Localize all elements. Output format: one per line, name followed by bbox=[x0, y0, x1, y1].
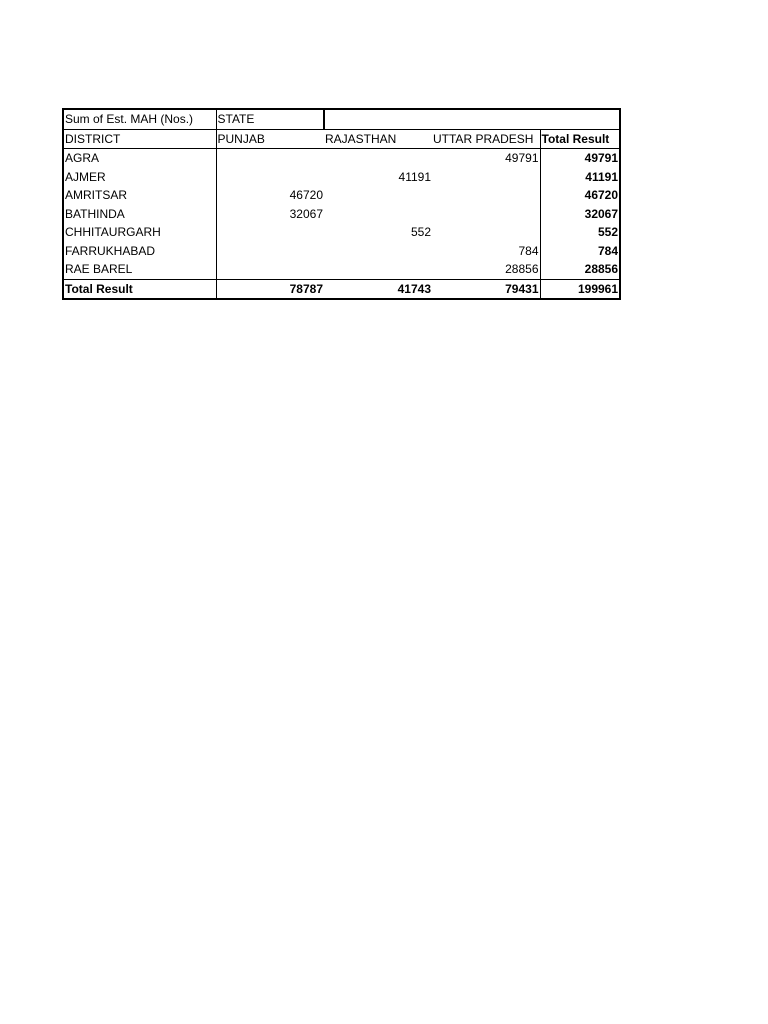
table-row bbox=[63, 260, 620, 279]
table-row bbox=[63, 205, 620, 224]
row-total-cell[interactable]: 46720 bbox=[540, 186, 620, 205]
district-cell[interactable]: FARRUKHABAD bbox=[63, 242, 216, 261]
row-total-cell[interactable]: 41191 bbox=[540, 168, 620, 187]
table-row bbox=[63, 223, 620, 242]
value-cell[interactable]: 784 bbox=[518, 243, 539, 258]
district-cell[interactable]: AJMER bbox=[63, 168, 216, 187]
value-cell[interactable] bbox=[324, 186, 432, 205]
pivot-table-area bbox=[62, 108, 619, 300]
value-cell[interactable] bbox=[324, 149, 432, 168]
value-cell[interactable] bbox=[216, 168, 324, 187]
value-cell[interactable] bbox=[324, 242, 432, 261]
district-cell[interactable]: AGRA bbox=[63, 149, 216, 168]
grand-total-value-punjab[interactable]: 78787 bbox=[216, 279, 324, 299]
value-cell[interactable] bbox=[432, 223, 540, 242]
value-cell[interactable]: 28856 bbox=[505, 262, 539, 277]
pivot-header-row-2 bbox=[63, 129, 620, 149]
column-header-punjab[interactable]: PUNJAB bbox=[216, 129, 324, 149]
value-cell[interactable] bbox=[324, 260, 432, 279]
column-header-uttar-pradesh[interactable]: UTTAR PRADESH bbox=[432, 129, 540, 149]
district-cell[interactable]: CHHITAURGARH bbox=[63, 223, 216, 242]
row-total-cell[interactable]: 552 bbox=[540, 223, 620, 242]
district-cell[interactable]: AMRITSAR bbox=[63, 186, 216, 205]
value-cell[interactable] bbox=[432, 168, 540, 187]
grand-total-label[interactable]: Total Result bbox=[63, 279, 216, 299]
table-row bbox=[63, 168, 620, 187]
value-cell[interactable] bbox=[216, 242, 324, 261]
value-cell[interactable]: 32067 bbox=[289, 206, 323, 221]
value-cell[interactable] bbox=[432, 186, 540, 205]
table-row bbox=[63, 242, 620, 261]
table-row bbox=[63, 149, 620, 168]
value-cell[interactable]: 41191 bbox=[398, 169, 431, 184]
grand-total-value-uttar-pradesh[interactable]: 79431 bbox=[432, 279, 540, 299]
value-cell[interactable] bbox=[216, 223, 324, 242]
row-field-cell[interactable]: DISTRICT bbox=[63, 129, 216, 149]
column-field-cell[interactable]: STATE bbox=[216, 109, 324, 129]
row-total-cell[interactable]: 784 bbox=[540, 242, 620, 261]
total-result-header[interactable]: Total Result bbox=[540, 129, 620, 149]
column-field-blank-cell[interactable] bbox=[324, 109, 620, 129]
row-total-cell[interactable]: 32067 bbox=[540, 205, 620, 224]
table-row bbox=[63, 186, 620, 205]
district-cell[interactable]: RAE BAREL bbox=[63, 260, 216, 279]
measure-label-cell[interactable]: Sum of Est. MAH (Nos.) bbox=[63, 109, 216, 129]
row-total-cell[interactable]: 28856 bbox=[540, 260, 620, 279]
value-cell[interactable] bbox=[432, 205, 540, 224]
pivot-table bbox=[62, 108, 621, 300]
district-cell[interactable]: BATHINDA bbox=[63, 205, 216, 224]
value-cell[interactable] bbox=[216, 149, 324, 168]
value-cell[interactable] bbox=[216, 260, 324, 279]
pivot-header-row-1 bbox=[63, 109, 620, 129]
grand-total-row bbox=[63, 279, 620, 299]
row-total-cell[interactable]: 49791 bbox=[540, 149, 620, 168]
value-cell[interactable]: 46720 bbox=[289, 188, 323, 203]
grand-total-overall[interactable]: 199961 bbox=[540, 279, 620, 299]
grand-total-value-rajasthan[interactable]: 41743 bbox=[324, 279, 432, 299]
value-cell[interactable] bbox=[324, 205, 432, 224]
column-header-rajasthan[interactable]: RAJASTHAN bbox=[324, 129, 432, 149]
value-cell[interactable]: 552 bbox=[410, 225, 431, 240]
value-cell[interactable]: 49791 bbox=[505, 151, 539, 166]
